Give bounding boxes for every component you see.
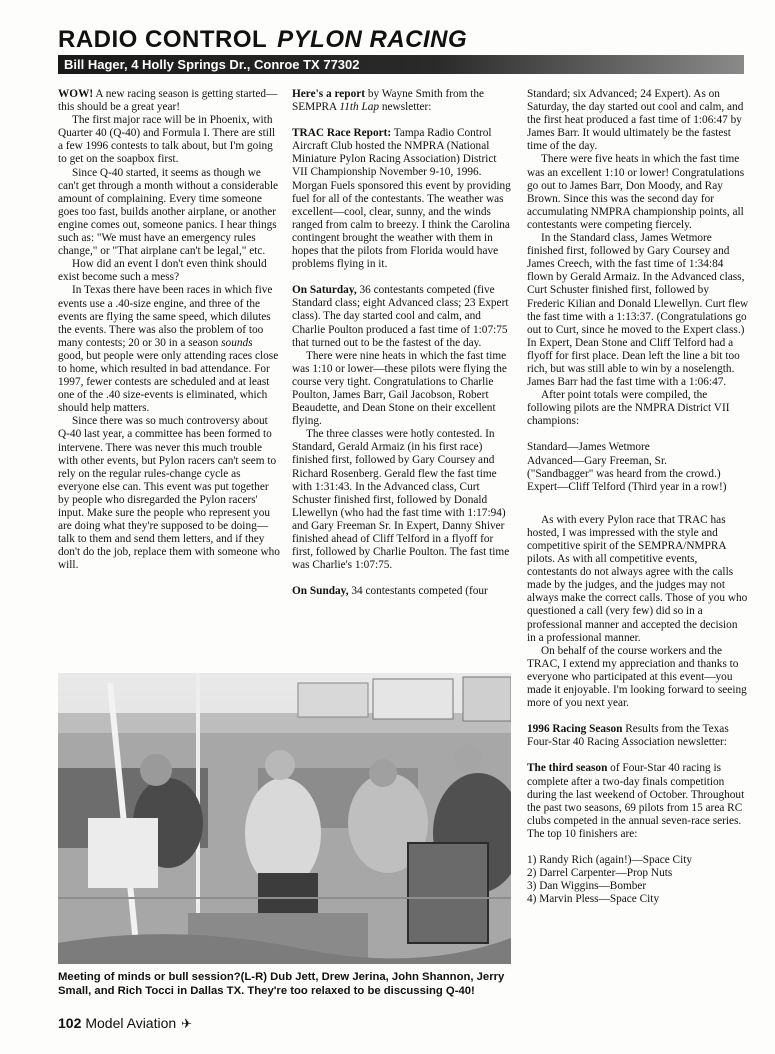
lead-in: The third season [527,762,608,775]
page-footer [58,1015,192,1032]
lead-in: Here's a report [292,88,365,100]
paragraph [58,88,280,114]
paragraph-text: newsletter: [379,101,432,114]
finisher-item: 4) Marvin Pless—Space City [527,893,660,906]
white-shirt [88,818,158,888]
paragraph [292,127,514,271]
photo-caption: Meeting of minds or bull session?(L-R) Dub Jett, Drew Jerina, John Shannon, Jerry Small, and Rich Tocci in Dallas TX. They're too relaxed to be discussing Q-40! [58,971,505,997]
finisher-item: 1) Randy Rich (again!)—Space City [527,853,693,866]
column-1 [58,88,280,572]
column-3 [527,88,749,906]
paragraph-text: of Four-Star 40 racing is complete after a two-day finals competition during the last weekend of October. Throughout the past two seasons, 69 pilots from 15 area RC clubs competed in the annual seven-race series. The top 10 finishers are: [527,762,745,840]
paragraph: In the Standard class, James Wetmore finished first, followed by Gary Coursey and James Creech, with the fast time of 1:34:84 flown by Gerald Armaiz. In the Advanced class, Curt Schuster finished first, followed by Frederic Kilian and Donald Llewellyn. Curt flew the fast time with a 1:13:37. (Congratulations go out to Curt, since he moved to the Expert class.) In Expert, Dean Stone and Cliff Telford had a flyoff for first place. Dean left the line a bit too rich, but was still able to win by a noselength. James Barr had the fast time with a 1:06:47. [527,232,749,389]
champion-line: Standard—James Wetmore [527,441,650,454]
paragraph: There were nine heats in which the fast time was 1:10 or lower—these pilots were flying the course very tight. Congratulations to Charlie Poulton, James Barr, Gail Jacobson, Robert Beaudette, and Dean Stone on their excellent flying. [292,349,507,428]
paragraph-text: In Texas there have been races in which five events use a .40-size engine, and three of the events are flying the same speed, which dilutes the events. There was also the problem of too many contests; 20 or 30 in a season [58,284,273,349]
head [265,750,295,780]
author-byline-bar: Bill Hager, 4 Holly Springs Dr., Conroe TX 77302 [58,55,744,74]
paragraph-text: good, but people were only attending races close to home, which resulted in bad attendance. For 1997, fewer contests are scheduled and at least one of the .40 size-events is eliminated, which should help matters. [58,349,279,415]
paragraph-text: by Wayne Smith from the SEMPRA [292,88,485,114]
paragraph: On behalf of the course workers and the TRAC, I extend my appreciation and thanks to everyone who participated at this event—you made it enjoyable. I'm looking forward to seeing more of you next year. [527,644,747,710]
pickup-truck [373,679,453,719]
photo-scene [58,673,511,964]
airplane-icon: ✈ [181,1016,193,1031]
paragraph: The three classes were hotly contested. In Standard, Gerald Armaiz (in his first race) finished first, followed by Gary Coursey and Richard Rosenberg. Gerald flew the fast time with 1:31:43. In the Advanced class, Curt Schuster finished first, followed by Donald Llewellyn (who had the fast time with 1:17:94) and Gary Freeman Sr. In Expert, Danny Shiver finished ahead of Cliff Telford in a flyoff for first, followed by Charlie Poulton. The fast time was Charlie's 1:07:75. [292,428,510,572]
lead-in: WOW! [58,88,94,100]
champion-line: Advanced—Gary Freeman, Sr. [527,454,667,467]
champion-line: ("Sandbagger" was heard from the crowd.) [527,467,721,480]
paragraph: Since there was so much controversy about Q-40 last year, a committee has been formed to intervene. There was never this much trouble with other events, but Pylon racers can't seem to rely on the regular rules-change cycle as everyone else can. This event was put together by people who disregarded the Pylon racers' input. Make sure the people who represent you are doing what they're supposed to be doing—talk to them and send them letters, and if they don't do the job, replace them with someone who will. [58,415,280,572]
lead-in: 1996 Racing Season [527,723,623,736]
champion-line: Expert—Cliff Telford (Third year in a row!) [527,480,727,493]
paragraph [292,585,514,598]
paragraph: As with every Pylon race that TRAC has hosted, I was impressed with the style and competitive spirit of the SEMPRA/NMPRA pilots. As with all competitive events, contestants do not always agree with the calls made by the judges, and the judges may not always make the correct calls. Those of you who questioned a call (very few) did so in a professional manner and accepted the decision in a professional manner. [527,513,748,644]
paragraph [58,284,280,415]
paragraph: After point totals were compiled, the following pilots are the NMPRA District VII champions: [527,389,730,428]
newsletter-name: 11th Lap [339,101,380,114]
paragraph: There were five heats in which the fast time was an excellent 1:10 or lower! Congratulations go out to James Barr, Don Moody, and Ray Brown. Since this was the second day for accumulating NMPRA championship points, all contestants were competing fiercely. [527,153,745,231]
event-photo [58,673,511,964]
lead-in: On Saturday, [292,284,357,297]
title-radio-control: RADIO CONTROL [58,26,268,53]
van [463,677,511,721]
page-title [58,26,467,54]
paragraph-text: 36 contestants competed (five Standard class; eight Advanced class; 23 Expert class). The day started cool and calm, and Charlie Poulton produced a fast time of 1:07:75 that turned out to be the fastest of the day. [292,284,509,349]
paragraph-text: Tampa Radio Control Aircraft Club hosted the NMPRA (National Miniature Pylon Racing Association) District VII Championship November 9-10, 1996. Morgan Fuels sponsored this event by providing fuel for all of the contestants. The weather was excellent—cool, clear, sunny, and the winds ranged from calm to breezy. I think the Carolina contingent brought the weather with them in hopes that the pilots from Florida would have problems flying in it. [292,127,511,271]
title-pylon-racing: PYLON RACING [277,26,468,53]
paragraph [527,762,749,841]
finisher-item: 2) Darrel Carpenter—Prop Nuts [527,867,673,880]
head [369,759,397,787]
emphasis: sounds [221,336,253,349]
paragraph [292,284,514,349]
finisher-item: 3) Dan Wiggins—Bomber [527,880,647,893]
paragraph-text: Results from the Texas Four-Star 40 Racing Association newsletter: [527,723,729,749]
paragraph [292,88,514,114]
person-drew-jerina [245,778,321,888]
head [140,754,172,786]
paragraph-text: A new racing season is getting started—this should be a great year! [58,88,278,114]
lead-in: TRAC Race Report: [292,127,392,140]
magazine-name: Model Aviation [85,1015,177,1031]
paragraph: The first major race will be in Phoenix, with Quarter 40 (Q-40) and Formula I. There are still a few 1996 contests to talk about, but I'm going to get on the soapbox first. [58,114,276,166]
paragraph: How did an event I don't even think should exist become such a mess? [58,258,267,284]
paragraph [527,723,749,749]
paragraph: Standard; six Advanced; 24 Expert). As on Saturday, the day started out cool and calm, and the first heat produced a fast time of 1:06:47 by James Barr. It would ultimately be the fastest time of the day. [527,88,744,153]
paragraph: Since Q-40 started, it seems as though we can't get through a month without a considerable amount of complaining. Every time someone goes too fast, builds another airplane, or another engine comes out, someone panics. I hear things such as: "We must have an emergency rules change," or "That airplane can't be legal," etc. [58,166,279,258]
head [454,744,482,772]
lawn-chair [408,843,488,943]
column-2 [292,88,514,598]
page-number: 102 [58,1015,82,1031]
parked-car [298,683,368,717]
paragraph-text: 34 contestants competed (four [348,585,488,598]
lead-in: On Sunday, [292,585,349,598]
